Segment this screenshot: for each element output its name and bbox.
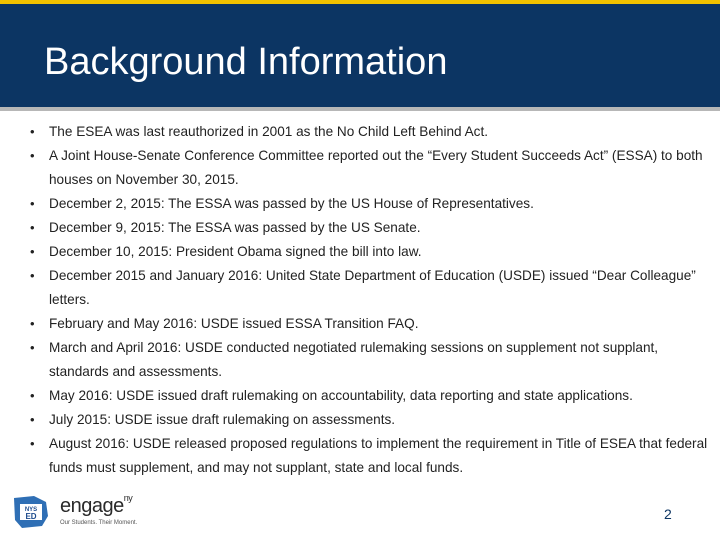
list-item bbox=[30, 240, 712, 264]
list-item bbox=[30, 192, 712, 216]
list-item-text: March and April 2016: USDE conducted negotiated rulemaking sessions on supplement not supplant, standards and assessments. bbox=[49, 340, 659, 379]
slide-header bbox=[0, 4, 720, 107]
bullet-icon: • bbox=[30, 124, 35, 139]
bullet-icon: • bbox=[30, 196, 35, 211]
svg-text:NYS: NYS bbox=[24, 507, 38, 513]
list-item-text: A Joint House-Senate Conference Committee reported out the “Every Student Succeeds Act” (ESSA) to both houses on November 30, 2015. bbox=[49, 148, 703, 187]
list-item bbox=[30, 336, 712, 384]
list-item-text: December 9, 2015: The ESSA was passed by the US Senate. bbox=[49, 220, 421, 235]
bullet-icon: • bbox=[30, 148, 35, 163]
bullet-list bbox=[30, 120, 712, 480]
list-item-text: December 10, 2015: President Obama signed the bill into law. bbox=[49, 244, 422, 259]
list-item-text: December 2015 and January 2016: United State Department of Education (USDE) issued “Dear Colleague” letters. bbox=[49, 268, 696, 307]
list-item bbox=[30, 408, 712, 432]
list-item bbox=[30, 264, 712, 312]
list-item bbox=[30, 312, 712, 336]
bullet-icon: • bbox=[30, 388, 35, 403]
bullet-icon: • bbox=[30, 340, 35, 355]
page-number: 2 bbox=[664, 506, 672, 522]
bullet-icon: • bbox=[30, 316, 35, 331]
logo-superscript: ny bbox=[123, 493, 133, 504]
slide-body bbox=[30, 120, 712, 480]
slide-title: Background Information bbox=[44, 41, 448, 83]
engageny-logo bbox=[12, 494, 162, 534]
list-item bbox=[30, 216, 712, 240]
bullet-icon: • bbox=[30, 244, 35, 259]
bullet-icon: • bbox=[30, 220, 35, 235]
list-item-text: December 2, 2015: The ESSA was passed by the US House of Representatives. bbox=[49, 196, 534, 211]
list-item-text: The ESEA was last reauthorized in 2001 as the No Child Left Behind Act. bbox=[49, 124, 489, 139]
svg-text:ED: ED bbox=[25, 512, 37, 521]
header-divider bbox=[0, 107, 720, 111]
list-item-text: July 2015: USDE issue draft rulemaking on assessments. bbox=[49, 412, 396, 427]
nys-ed-badge-icon bbox=[12, 494, 52, 530]
logo-text: engage bbox=[60, 495, 124, 517]
bullet-icon: • bbox=[30, 412, 35, 427]
list-item-text: February and May 2016: USDE issued ESSA Transition FAQ. bbox=[49, 316, 419, 331]
list-item bbox=[30, 120, 712, 144]
bullet-icon: • bbox=[30, 436, 35, 451]
bullet-icon: • bbox=[30, 268, 35, 283]
list-item bbox=[30, 384, 712, 408]
engageny-wordmark bbox=[60, 495, 132, 518]
list-item-text: May 2016: USDE issued draft rulemaking on accountability, data reporting and state applications. bbox=[49, 388, 633, 403]
list-item-text: August 2016: USDE released proposed regulations to implement the requirement in Title of ESEA that federal funds must supplement, and may not supplant, state and local funds. bbox=[49, 436, 708, 475]
logo-tagline: Our Students. Their Moment. bbox=[60, 520, 138, 526]
list-item bbox=[30, 144, 712, 192]
list-item bbox=[30, 432, 712, 480]
